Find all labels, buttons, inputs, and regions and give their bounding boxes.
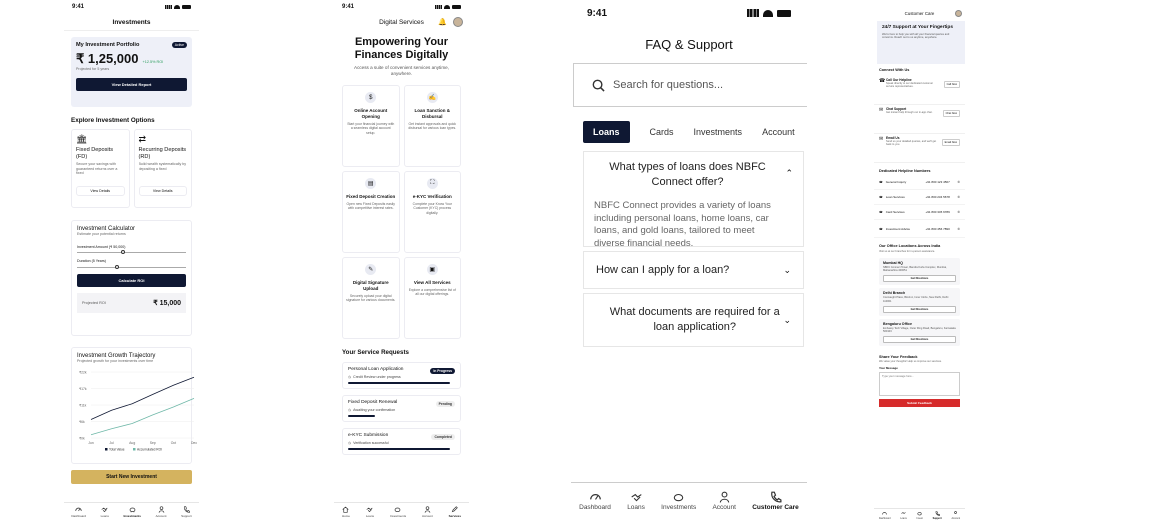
avatar[interactable]	[955, 10, 962, 17]
portfolio-amount: ₹ 1,25,000	[76, 51, 139, 66]
faq-answer: NBFC Connect provides a variety of loans including personal loans, home loans, car loans, and gold loans, tailored to meet diverse financial needs.	[594, 200, 771, 249]
slider-handle[interactable]	[121, 250, 125, 254]
option-desc: Build wealth systematically by depositing a fixed	[138, 162, 187, 171]
faq-question[interactable]: What documents are required for a loan application?	[609, 306, 780, 333]
portfolio-card	[71, 37, 192, 107]
helpline-number: +91 800 456 7890	[925, 226, 950, 231]
status-time: 9:41	[342, 4, 355, 10]
calculator-card	[71, 220, 192, 336]
helpline-number: +91 800 345 6789	[925, 210, 950, 214]
wifi-icon	[763, 10, 773, 17]
channel-button[interactable]: Email Now	[942, 139, 960, 146]
nav-services[interactable]: Services	[449, 506, 461, 522]
call-icon[interactable]: ✆	[957, 210, 960, 214]
channel-row	[874, 134, 965, 163]
feedback-label: Your Message	[879, 366, 898, 371]
y-tick-label: ₹0k	[79, 435, 85, 440]
office-card	[879, 288, 960, 315]
y-tick-label: ₹11k	[79, 402, 87, 407]
channel-text	[886, 136, 940, 146]
channel-title: Chat Support	[886, 107, 907, 111]
wifi-icon	[174, 5, 180, 9]
projection-text: Projected for 5 years	[76, 67, 110, 71]
handshake-icon	[101, 506, 108, 513]
legend-label: Total Value	[109, 447, 125, 452]
duration-label: Duration (5 Years)	[77, 259, 106, 264]
growth-card	[71, 347, 198, 464]
option-title: Fixed Deposits (FD)	[76, 147, 113, 160]
clock-icon: ◷	[348, 408, 352, 412]
submit-feedback-button[interactable]: Submit Feedback	[879, 399, 960, 407]
feedback-title: Share Your Feedback	[879, 355, 918, 360]
call-icon[interactable]: ✆	[957, 226, 960, 231]
status-badge: Active	[172, 42, 187, 48]
status-time: 9:41	[72, 4, 85, 10]
get-directions-button[interactable]: Get Directions	[883, 336, 956, 343]
service-desc: Explore a comprehensive list of all our digital offerings.	[408, 288, 456, 297]
header	[334, 14, 469, 30]
gauge-icon	[882, 511, 887, 516]
request-title: Fixed Deposit Renewal	[348, 400, 398, 405]
progress-bar	[348, 415, 375, 417]
nav-support[interactable]: Support	[933, 511, 942, 522]
avatar[interactable]	[453, 17, 463, 27]
service-card[interactable]	[342, 85, 400, 167]
nav-investments[interactable]: Investments	[390, 506, 406, 522]
bank-icon: 🏛	[76, 134, 88, 144]
nav-loans[interactable]: Loans	[900, 511, 907, 522]
piggy-icon	[917, 511, 922, 516]
y-tick-label: ₹22k	[79, 369, 87, 374]
request-substatus: Verification successful	[353, 441, 389, 445]
service-icon: ✍	[427, 92, 438, 103]
bottom-nav	[571, 482, 807, 522]
nav-account[interactable]: Account	[951, 511, 960, 522]
helpline-row[interactable]	[874, 220, 965, 238]
page-title: Customer Care	[904, 10, 935, 16]
view-report-button[interactable]: View Detailed Report	[76, 78, 187, 91]
x-tick-label: Jun	[88, 440, 94, 445]
office-card	[879, 258, 960, 285]
chevron-down-icon[interactable]: ⌄	[783, 264, 791, 275]
battery-icon	[182, 5, 191, 9]
request-card[interactable]	[342, 428, 461, 455]
feedback-subtitle: We value your thoughts! Help us improve our services.	[879, 360, 942, 364]
bottom-nav	[334, 502, 469, 522]
office-card	[879, 319, 960, 346]
helpline-number: +91 800 234 5678	[925, 195, 950, 199]
fd-card[interactable]	[71, 129, 130, 208]
channel-desc: Send us your detailed queries, and we'll get back to you.	[886, 140, 937, 147]
channel-title: Call Our Helpline	[886, 78, 912, 82]
amount-slider[interactable]	[77, 252, 186, 253]
nav-loans[interactable]: Loans	[101, 506, 109, 522]
nav-loans[interactable]: Loans	[366, 506, 374, 522]
header	[874, 5, 965, 21]
office-name: Mumbai HQ	[883, 261, 903, 265]
duration-slider[interactable]	[77, 267, 186, 268]
nav-investments[interactable]: Investments	[123, 506, 141, 522]
faq-item-expanded[interactable]	[583, 151, 804, 247]
service-desc: Start your financial journey with a seamless digital account setup.	[347, 122, 395, 135]
get-directions-button[interactable]: Get Directions	[883, 306, 956, 313]
service-card[interactable]	[342, 257, 400, 339]
service-title: View All Services	[413, 280, 451, 285]
helpline-label: Card Services	[885, 210, 905, 214]
person-icon	[718, 491, 731, 503]
roi-result	[77, 293, 186, 313]
hero-subtitle: Access a suite of convenient services anytime, anywhere.	[354, 65, 449, 76]
status-bar	[571, 0, 807, 26]
result-label: Projected ROI	[82, 300, 106, 305]
service-title: e-KYC Verification	[412, 194, 452, 199]
offices-title: Our Office Locations Across India	[879, 244, 941, 248]
person-icon	[158, 506, 165, 513]
option-desc: Secure your savings with guaranteed returns over a fixed	[76, 162, 118, 176]
helpline-label: General Inquiry	[885, 180, 907, 184]
view-details-button[interactable]: View Details	[139, 186, 188, 196]
office-address: Connaught Place, Block A, Inner Circle, New Delhi, Delhi 110001	[883, 296, 949, 303]
faq-item[interactable]	[583, 293, 804, 347]
category-tabs	[571, 121, 807, 143]
channel-button[interactable]: Chat Now	[943, 110, 960, 117]
nav-invest[interactable]: Invest	[916, 511, 922, 522]
office-name: Delhi Branch	[883, 291, 906, 296]
helpline-row[interactable]	[874, 205, 965, 220]
nav-loans[interactable]: Loans	[627, 491, 645, 522]
handshake-icon	[366, 506, 373, 513]
helpline-row[interactable]	[874, 175, 965, 190]
person-icon	[424, 506, 431, 513]
channel-button[interactable]: Call Now	[944, 81, 960, 88]
progress-bar	[348, 448, 450, 450]
faq-item[interactable]	[583, 251, 804, 289]
signal-icon	[435, 5, 442, 9]
phone-icon: ☎	[879, 78, 886, 84]
phone-icon: ☎	[879, 226, 883, 231]
helpline-label: Loan Services	[885, 195, 905, 199]
channel-list	[874, 76, 965, 163]
tab-investments[interactable]: Investments	[693, 127, 743, 137]
service-desc: Securely upload your digital signature for various documents.	[346, 294, 396, 303]
faq-question[interactable]: What types of loans does NBFC Connect offer?	[609, 161, 766, 188]
legend-swatch	[105, 448, 108, 451]
series-line	[91, 377, 194, 419]
calculator-subtitle: Estimate your potential returns	[77, 232, 126, 236]
service-title: Fixed Deposit Creation	[346, 194, 396, 199]
search-bar[interactable]	[573, 63, 807, 107]
calculator-title: Investment Calculator	[77, 226, 136, 232]
channel-text	[886, 107, 941, 114]
hero-subtitle: We're here to help you with all your financial queries and concerns. Reach out to us anytime, anywhere.	[882, 33, 950, 40]
chevron-down-icon[interactable]: ⌄	[783, 314, 791, 325]
offices-list	[874, 258, 965, 346]
search-input[interactable]: Search for questions...	[613, 79, 724, 91]
person-icon	[953, 511, 958, 516]
signal-icon	[747, 9, 759, 17]
faq-screen	[571, 0, 807, 522]
offices-subtitle: Visit us at our branches for in-person assistance.	[879, 250, 936, 253]
requests-list	[334, 362, 469, 455]
investments-screen	[64, 0, 199, 522]
clock-icon: ◷	[348, 375, 352, 379]
gauge-icon	[75, 506, 82, 513]
service-icon: $	[365, 92, 376, 103]
view-details-button[interactable]: View Details	[76, 186, 125, 196]
legend-label: Accumulated ROI	[137, 447, 162, 452]
phone-icon	[769, 491, 782, 503]
request-status-line	[348, 375, 455, 379]
requests-title: Your Service Requests	[342, 349, 409, 356]
portfolio-title: My Investment Portfolio	[76, 42, 140, 48]
service-desc: Open new Fixed Deposits easily with competitive interest rates.	[346, 202, 395, 211]
service-card[interactable]	[404, 171, 462, 253]
request-substatus: Awaiting your confirmation	[353, 408, 396, 412]
helpline-row[interactable]	[874, 190, 965, 205]
bell-icon[interactable]: 🔔	[438, 19, 447, 26]
gauge-icon	[589, 491, 602, 503]
handshake-icon	[901, 511, 906, 516]
series-line	[91, 398, 194, 434]
phone-icon	[183, 506, 190, 513]
connect-title: Connect With Us	[879, 68, 910, 72]
channel-row	[874, 105, 965, 134]
hero-card	[877, 21, 965, 64]
battery-icon	[452, 5, 461, 9]
signal-icon	[165, 5, 172, 9]
tab-loans[interactable]: Loans	[583, 121, 630, 143]
status-time: 9:41	[587, 7, 608, 19]
search-icon	[592, 79, 605, 92]
digital-services-screen	[334, 0, 469, 522]
piggy-icon	[129, 506, 136, 513]
growth-subtitle: Projected growth for your investments over time	[77, 359, 154, 363]
request-status-line	[348, 408, 455, 412]
nav-account[interactable]: Account	[712, 491, 736, 522]
calculate-roi-button[interactable]: Calculate ROI	[77, 274, 186, 287]
x-tick-label: Sep	[149, 440, 156, 445]
feedback-textarea[interactable]: Type your message here...	[879, 372, 960, 396]
status-badge: In Progress	[430, 368, 455, 374]
nav-investments[interactable]: Investments	[661, 491, 696, 522]
y-tick-label: ₹17k	[79, 386, 87, 391]
numbers-title: Dedicated Helpline Numbers	[879, 169, 931, 173]
office-address: NBFC Connect Tower, Bandra Kurla Complex, Mumbai, Maharashtra 400051	[883, 266, 947, 273]
request-title: Personal Loan Application	[348, 367, 404, 372]
request-status-line	[348, 441, 455, 445]
phone-icon: ☎	[879, 210, 883, 214]
office-name: Bengaluru Office	[883, 321, 912, 326]
nav-support[interactable]: Support	[181, 506, 192, 522]
phone-icon: ☎	[879, 195, 883, 199]
handshake-icon	[630, 491, 643, 503]
hero-title: 24/7 Support at Your Fingertips	[882, 25, 953, 30]
customer-care-screen	[874, 0, 965, 522]
result-value: ₹ 15,000	[153, 299, 181, 307]
service-card[interactable]	[404, 257, 462, 339]
service-icon: ▣	[427, 264, 438, 275]
service-title: Online Account Opening	[354, 108, 388, 119]
page-title: FAQ & Support	[645, 37, 733, 52]
faq-question[interactable]: How can I apply for a loan?	[596, 263, 730, 276]
progress-bar	[348, 382, 450, 384]
explore-title: Explore Investment Options	[71, 117, 155, 124]
nav-dashboard[interactable]: Dashboard	[879, 511, 891, 522]
pen-icon	[451, 506, 458, 513]
mail-icon: ✉	[879, 136, 884, 142]
service-icon: ▤	[365, 178, 376, 189]
piggy-icon	[672, 491, 685, 503]
bottom-nav	[64, 502, 199, 522]
call-icon[interactable]: ✆	[957, 180, 960, 184]
option-title: Recurring Deposits (RD)	[138, 147, 187, 160]
channel-title: Email Us	[886, 136, 900, 140]
start-investment-button[interactable]: Start New Investment	[71, 470, 192, 484]
chat-icon: ✉	[879, 107, 884, 113]
tab-account[interactable]: Account	[762, 127, 795, 137]
y-tick-label: ₹6k	[79, 419, 85, 424]
tab-cards[interactable]: Cards	[649, 127, 674, 137]
status-badge: Completed	[431, 434, 455, 440]
service-card[interactable]	[342, 171, 400, 253]
roi-badge: +12.5% ROI	[142, 60, 164, 64]
channel-row	[874, 76, 965, 105]
home-icon	[342, 506, 349, 513]
channel-text	[886, 78, 942, 88]
service-desc: Complete your Know Your Customer (KYC) process digitally.	[412, 202, 452, 215]
service-title: Digital Signature Upload	[352, 280, 389, 291]
x-tick-label: Dec	[190, 440, 198, 445]
growth-chart	[77, 366, 198, 458]
channel-desc: Speak directly to our dedicated customer service representatives.	[886, 82, 934, 89]
helpline-number: +91 800 123 4567	[925, 180, 950, 184]
rd-card[interactable]	[134, 129, 193, 208]
nav-dashboard[interactable]: Dashboard	[579, 491, 611, 522]
numbers-list	[874, 175, 965, 238]
phone-icon	[935, 511, 940, 516]
request-card[interactable]	[342, 362, 461, 389]
status-bar	[64, 0, 199, 14]
nav-home[interactable]: Home	[342, 506, 350, 522]
service-icon: ✎	[365, 264, 376, 275]
amount-label: Investment Amount (₹ 50,000)	[77, 244, 126, 249]
phone-icon: ☎	[879, 180, 883, 184]
status-bar	[334, 0, 469, 14]
get-directions-button[interactable]: Get Directions	[883, 275, 956, 282]
services-grid	[334, 85, 469, 339]
channel-desc: Get instant help through our in-app chat.	[886, 111, 933, 114]
x-tick-label: Oct	[170, 440, 177, 445]
office-address: Embassy Tech Village, Outer Ring Road, Bengaluru, Karnataka 560103	[883, 326, 956, 334]
growth-title: Investment Growth Trajectory	[77, 353, 156, 359]
helpline-label: Investment Advice	[885, 226, 911, 231]
page-title: Investments	[64, 14, 199, 31]
service-desc: Get instant approvals and quick disbursal for various loan types.	[408, 122, 457, 131]
wifi-icon	[444, 5, 450, 9]
request-substatus: Credit Review under progress	[353, 375, 401, 379]
battery-icon	[777, 10, 791, 17]
call-icon[interactable]: ✆	[957, 195, 960, 199]
request-title: e-KYC Submission	[348, 433, 389, 438]
nav-account[interactable]: Account	[156, 506, 167, 522]
nav-account[interactable]: Account	[422, 506, 433, 522]
chevron-up-icon[interactable]: ⌃	[785, 168, 793, 178]
bottom-nav	[874, 508, 965, 522]
hero-title: Empowering Your Finances Digitally	[354, 36, 449, 61]
legend-swatch	[133, 448, 136, 451]
piggy-icon	[394, 506, 401, 513]
nav-customer-care[interactable]: Customer Care	[752, 491, 799, 522]
x-tick-label: Jul	[109, 440, 114, 445]
x-tick-label: Aug	[129, 440, 136, 445]
clock-icon: ◷	[348, 441, 352, 445]
status-badge: Pending	[436, 401, 455, 407]
service-title: Loan Sanction & Disbursal	[414, 108, 450, 119]
service-card[interactable]	[404, 85, 462, 167]
slider-handle[interactable]	[115, 265, 119, 269]
service-icon: ⛶	[427, 178, 438, 189]
nav-dashboard[interactable]: Dashboard	[71, 506, 86, 522]
page-title: Digital Services	[379, 18, 424, 26]
request-card[interactable]	[342, 395, 461, 422]
repeat-icon: ⇄	[138, 134, 147, 144]
